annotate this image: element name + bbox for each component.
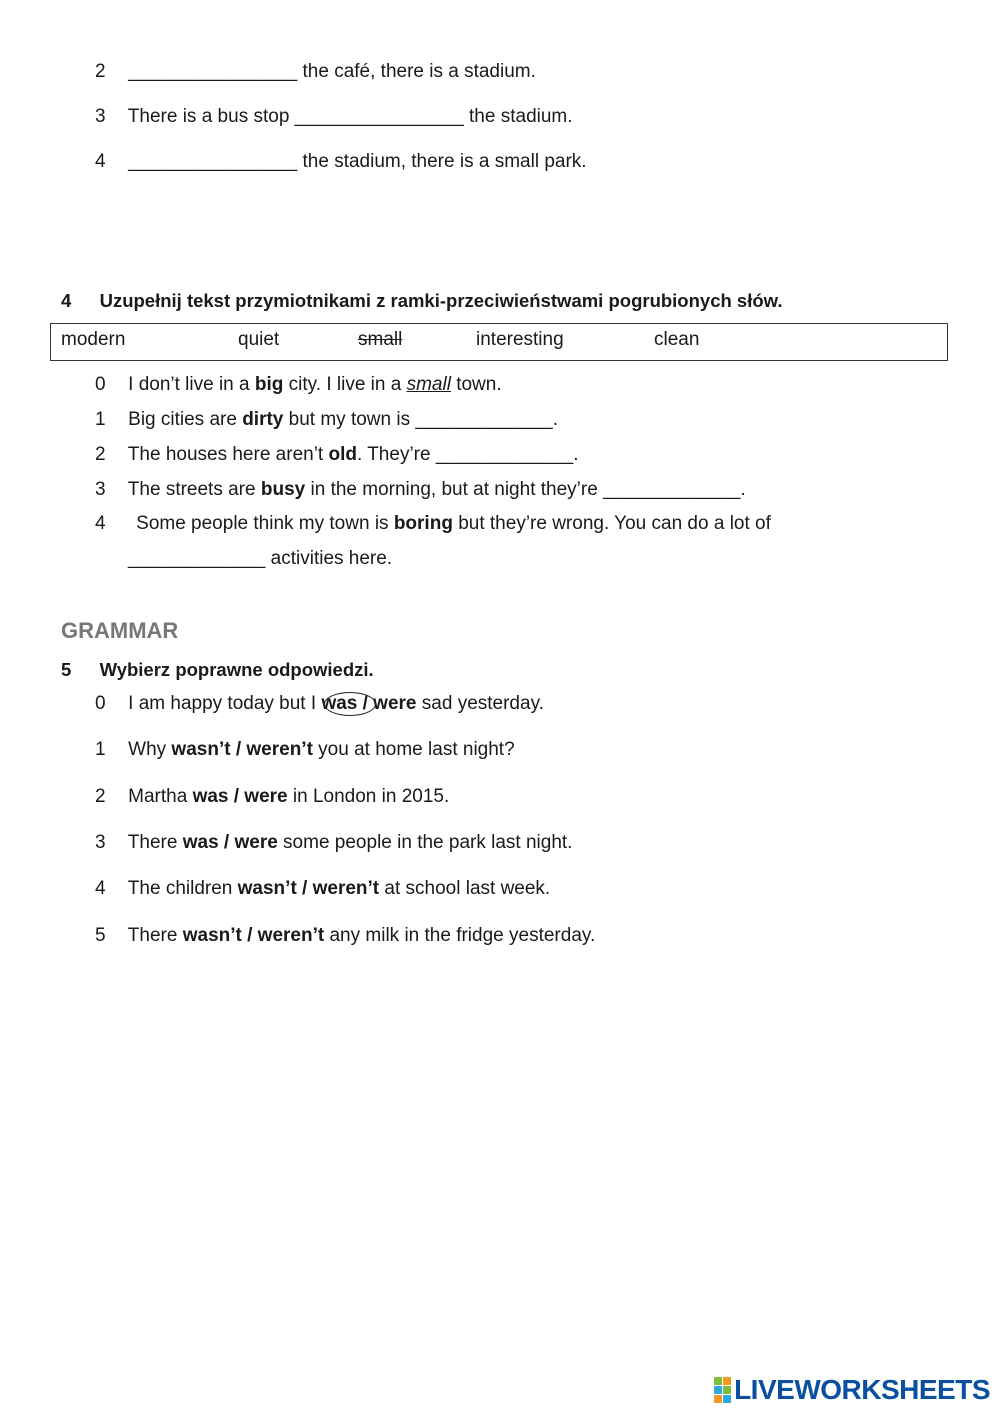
- ex3-item-3: [95, 105, 573, 129]
- section-title-grammar: GRAMMAR: [61, 618, 179, 643]
- sentence-text: Big cities are: [128, 409, 243, 430]
- ex3-item-4: [95, 150, 587, 174]
- item-number: 1: [95, 739, 106, 760]
- sentence-text: The houses here aren’t: [127, 444, 329, 465]
- sentence-text: city. I live in a: [283, 374, 407, 395]
- sentence-text: the stadium.: [463, 106, 573, 127]
- ex4-item-2: [95, 443, 579, 467]
- sentence-text: .: [573, 444, 579, 465]
- bold-word: old: [328, 444, 357, 465]
- example-circle-mark: [324, 692, 376, 716]
- item-number: 0: [95, 693, 106, 714]
- item-number: 2: [95, 444, 106, 465]
- item-number: 2: [95, 61, 106, 82]
- sentence-text: some people in the park last night.: [277, 832, 573, 853]
- bold-word: dirty: [242, 409, 284, 430]
- sentence-text: the stadium, there is a small park.: [297, 151, 587, 172]
- answer-blank[interactable]: ________________: [128, 61, 298, 82]
- sentence-text: There: [127, 925, 183, 946]
- ex4-heading: [61, 289, 783, 313]
- answer-blank[interactable]: _____________: [128, 548, 266, 569]
- sentence-text: The streets are: [127, 479, 261, 500]
- sentence-text: Why: [128, 739, 172, 760]
- ex4-item-3: [95, 478, 746, 502]
- sentence-text: at school last week.: [379, 878, 551, 899]
- sentence-text: but they’re wrong. You can do a lot of: [452, 513, 771, 534]
- answer-blank[interactable]: _____________: [435, 444, 574, 465]
- ex5-item-0: [95, 692, 544, 716]
- liveworksheets-logo: [714, 1375, 990, 1405]
- sentence-text: Some people think my town is: [136, 513, 394, 534]
- sentence-text: you at home last night?: [312, 739, 515, 760]
- ex5-item-5: [95, 924, 595, 948]
- logo-text: LIVEWORKSHEETS: [734, 1374, 990, 1405]
- ex5-item-1: [95, 738, 515, 762]
- sentence-text: . They’re: [356, 444, 436, 465]
- answer-blank[interactable]: ________________: [128, 151, 298, 172]
- word-quiet: quiet: [238, 329, 280, 350]
- sentence-text: activities here.: [265, 548, 393, 569]
- choice-options[interactable]: was / were: [192, 786, 288, 807]
- item-number: 2: [95, 786, 106, 807]
- bold-word: big: [254, 374, 284, 395]
- ex4-item-4-cont: [128, 547, 392, 571]
- item-number: 0: [95, 374, 106, 395]
- ex5-heading: [61, 658, 374, 682]
- sentence-text: any milk in the fridge yesterday.: [324, 925, 596, 946]
- item-number: 3: [95, 106, 106, 127]
- ex3-item-2: [95, 60, 536, 84]
- exercise-instruction: Uzupełnij tekst przymiotnikami z ramki-przeciwieństwami pogrubionych słów.: [99, 290, 783, 311]
- sentence-text: but my town is: [283, 409, 416, 430]
- sentence-text: I don’t live in a: [128, 374, 255, 395]
- item-number: 4: [95, 513, 106, 534]
- word-small-crossed: small: [358, 329, 403, 350]
- ex5-item-3: [95, 831, 572, 855]
- choice-options[interactable]: wasn’t / weren’t: [171, 739, 313, 760]
- logo-blocks-icon: [714, 1377, 731, 1403]
- choice-options: was / were: [321, 693, 417, 714]
- item-number: 1: [95, 409, 106, 430]
- sentence-text: .: [552, 409, 559, 430]
- sentence-text: town.: [450, 374, 502, 395]
- word-modern: modern: [61, 329, 126, 350]
- sentence-text: The children: [127, 878, 238, 899]
- exercise-number: 4: [61, 290, 72, 311]
- answer-blank[interactable]: ________________: [294, 106, 464, 127]
- sentence-text: .: [740, 479, 746, 500]
- word-clean: clean: [654, 329, 700, 350]
- item-number: 5: [95, 925, 106, 946]
- item-number: 4: [95, 878, 106, 899]
- ex5-item-2: [95, 785, 449, 809]
- item-number: 4: [95, 151, 106, 172]
- sentence-text: There is a bus stop: [127, 106, 295, 127]
- word-interesting: interesting: [476, 329, 564, 350]
- sentence-text: Martha: [128, 786, 193, 807]
- sentence-text: in the morning, but at night they’re: [305, 479, 604, 500]
- answer-blank[interactable]: _____________: [415, 409, 553, 430]
- choice-options[interactable]: wasn’t / weren’t: [182, 925, 325, 946]
- sentence-text: sad yesterday.: [416, 693, 544, 714]
- item-number: 3: [95, 479, 106, 500]
- choice-options[interactable]: was / were: [182, 832, 278, 853]
- answer-blank[interactable]: _____________: [603, 479, 741, 500]
- word-box: [50, 323, 948, 361]
- sentence-text: There: [127, 832, 183, 853]
- exercise-number: 5: [61, 659, 72, 680]
- exercise-instruction: Wybierz poprawne odpowiedzi.: [99, 659, 374, 680]
- example-answer: small: [406, 374, 451, 395]
- ex4-item-4: [95, 512, 771, 536]
- ex5-item-4: [95, 877, 550, 901]
- ex4-item-0: [95, 373, 502, 397]
- bold-word: busy: [260, 479, 306, 500]
- choice-options[interactable]: wasn’t / weren’t: [237, 878, 380, 899]
- sentence-text: I am happy today but I: [128, 693, 322, 714]
- ex4-item-1: [95, 408, 558, 432]
- item-number: 3: [95, 832, 106, 853]
- sentence-text: the café, there is a stadium.: [297, 61, 536, 82]
- sentence-text: in London in 2015.: [287, 786, 450, 807]
- bold-word: boring: [393, 513, 453, 534]
